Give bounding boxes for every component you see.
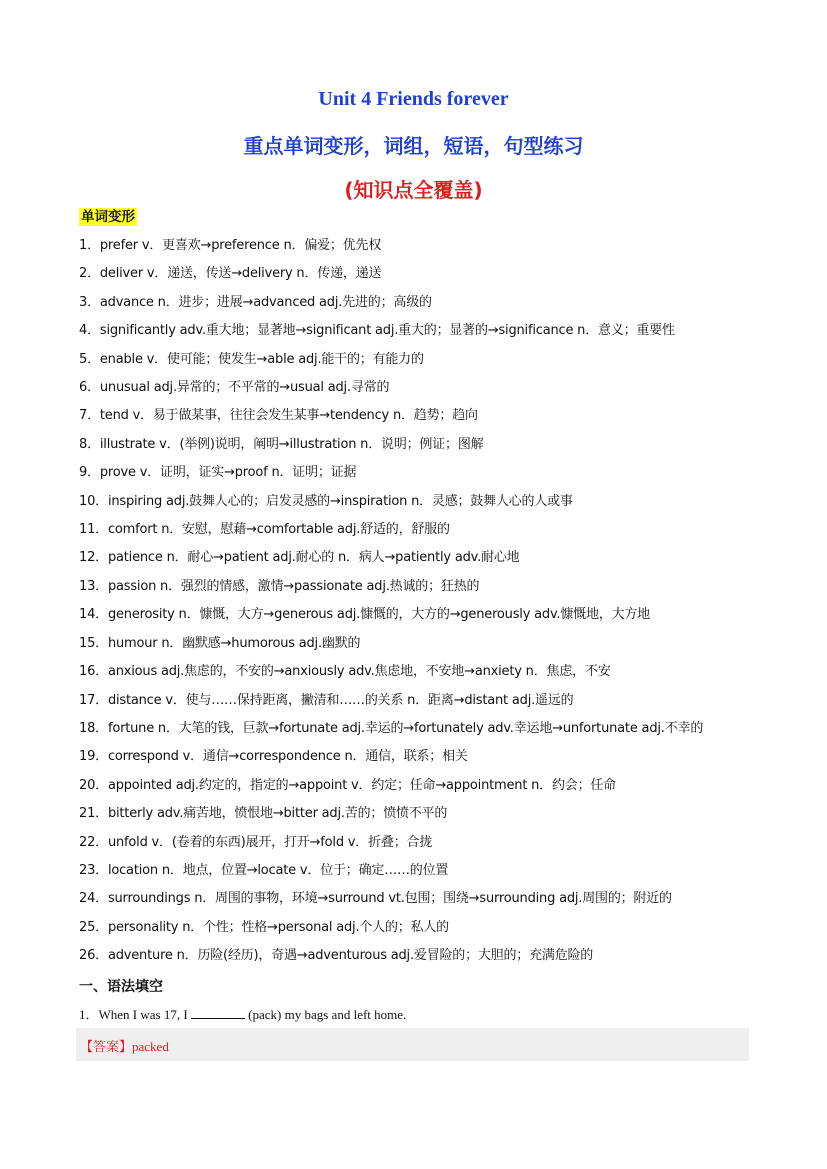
coverage-note: (知识点全覆盖) (344, 178, 483, 202)
vocab-item: 21．bitterly adv.痛苦地，愤恨地→bitter adj.苦的；愤愤不平的 (79, 806, 448, 822)
vocab-item: 10．inspiring adj.鼓舞人心的；启发灵感的→inspiration n．灵感；鼓舞人心的人或事 (79, 493, 573, 509)
answer-tag: 【答案】 (80, 1040, 133, 1055)
question-1 (79, 1004, 406, 1023)
page-title: Unit 4 Friends forever (318, 88, 509, 110)
vocab-list (79, 236, 759, 975)
vocab-item: 19．correspond v．通信→correspondence n．通信，联系；相关 (79, 749, 468, 765)
question-1-text-before: 1．When I was 17, I (79, 1007, 188, 1022)
vocab-item: 26．adventure n．历险(经历)，奇遇→adventurous adj.爱冒险的；大胆的；充满危险的 (79, 948, 594, 964)
vocab-item: 8．illustrate v．(举例)说明，阐明→illustration n．说明；例证；图解 (79, 436, 484, 452)
vocab-item: 20．appointed adj.约定的，指定的→appoint v．约定；任命→appointment n．约会；任命 (79, 777, 616, 793)
vocab-item: 18．fortune n．大笔的钱，巨款→fortunate adj.幸运的→fortunately adv.幸运地→unfortunate adj.不幸的 (79, 720, 704, 736)
vocab-item: 15．humour n．幽默感→humorous adj.幽默的 (79, 635, 361, 651)
vocab-item: 23．location n．地点，位置→locate v．位于；确定……的位置 (79, 862, 449, 878)
vocab-item: 12．patience n．耐心→patient adj.耐心的 n．病人→patiently adv.耐心地 (79, 550, 520, 566)
answer-box (76, 1028, 749, 1061)
vocab-item: 1．prefer v．更喜欢→preference n．偏爱；优先权 (79, 238, 382, 253)
vocab-item: 11．comfort n．安慰，慰藉→comfortable adj.舒适的，舒服的 (79, 522, 450, 538)
answer-blank (191, 1006, 245, 1019)
vocab-item: 16．anxious adj.焦虑的，不安的→anxiously adv.焦虑地，不安地→anxiety n．焦虑，不安 (79, 664, 611, 680)
vocab-item: 25．personality n．个性；性格→personal adj.个人的；私人的 (79, 919, 449, 935)
vocab-item: 14．generosity n．慷慨，大方→generous adj.慷慨的，大方的→generously adv.慷慨地，大方地 (79, 607, 650, 623)
answer-value: packed (132, 1039, 169, 1054)
answer-line (80, 1036, 169, 1055)
vocab-item: 6．unusual adj.异常的；不平常的→usual adj.寻常的 (79, 380, 390, 396)
grammar-section-label: 一、语法填空 (79, 979, 163, 995)
vocab-item: 7．tend v．易于做某事，往往会发生某事→tendency n．趋势；趋向 (79, 408, 478, 424)
question-1-text-after: (pack) my bags and left home. (248, 1007, 407, 1022)
vocab-item: 3．advance n．进步；进展→advanced adj.先进的；高级的 (79, 294, 432, 310)
vocab-item: 22．unfold v．(卷着的东西)展开，打开→fold v．折叠；合拢 (79, 834, 433, 850)
vocab-item: 5．enable v．使可能；使发生→able adj.能干的；有能力的 (79, 351, 424, 367)
vocab-item: 9．prove v．证明，证实→proof n．证明；证据 (79, 465, 357, 481)
vocab-section-label: 单词变形 (81, 209, 135, 225)
vocab-item: 2．deliver v．递送，传送→delivery n．传递，递送 (79, 266, 382, 282)
vocab-item: 17．distance v．使与……保持距离，撇清和……的关系 n．距离→distant adj.遥远的 (79, 692, 574, 708)
vocab-item: 24．surroundings n．周围的事物，环境→surround vt.包围；围绕→surrounding adj.周围的；附近的 (79, 891, 672, 907)
vocab-item: 13．passion n．强烈的情感，激情→passionate adj.热诚的；狂热的 (79, 578, 480, 594)
vocab-item: 4．significantly adv.重大地；显著地→significant adj.重大的；显著的→significance n．意义；重要性 (79, 323, 675, 339)
page-subtitle: 重点单词变形，词组，短语，句型练习 (243, 134, 584, 158)
